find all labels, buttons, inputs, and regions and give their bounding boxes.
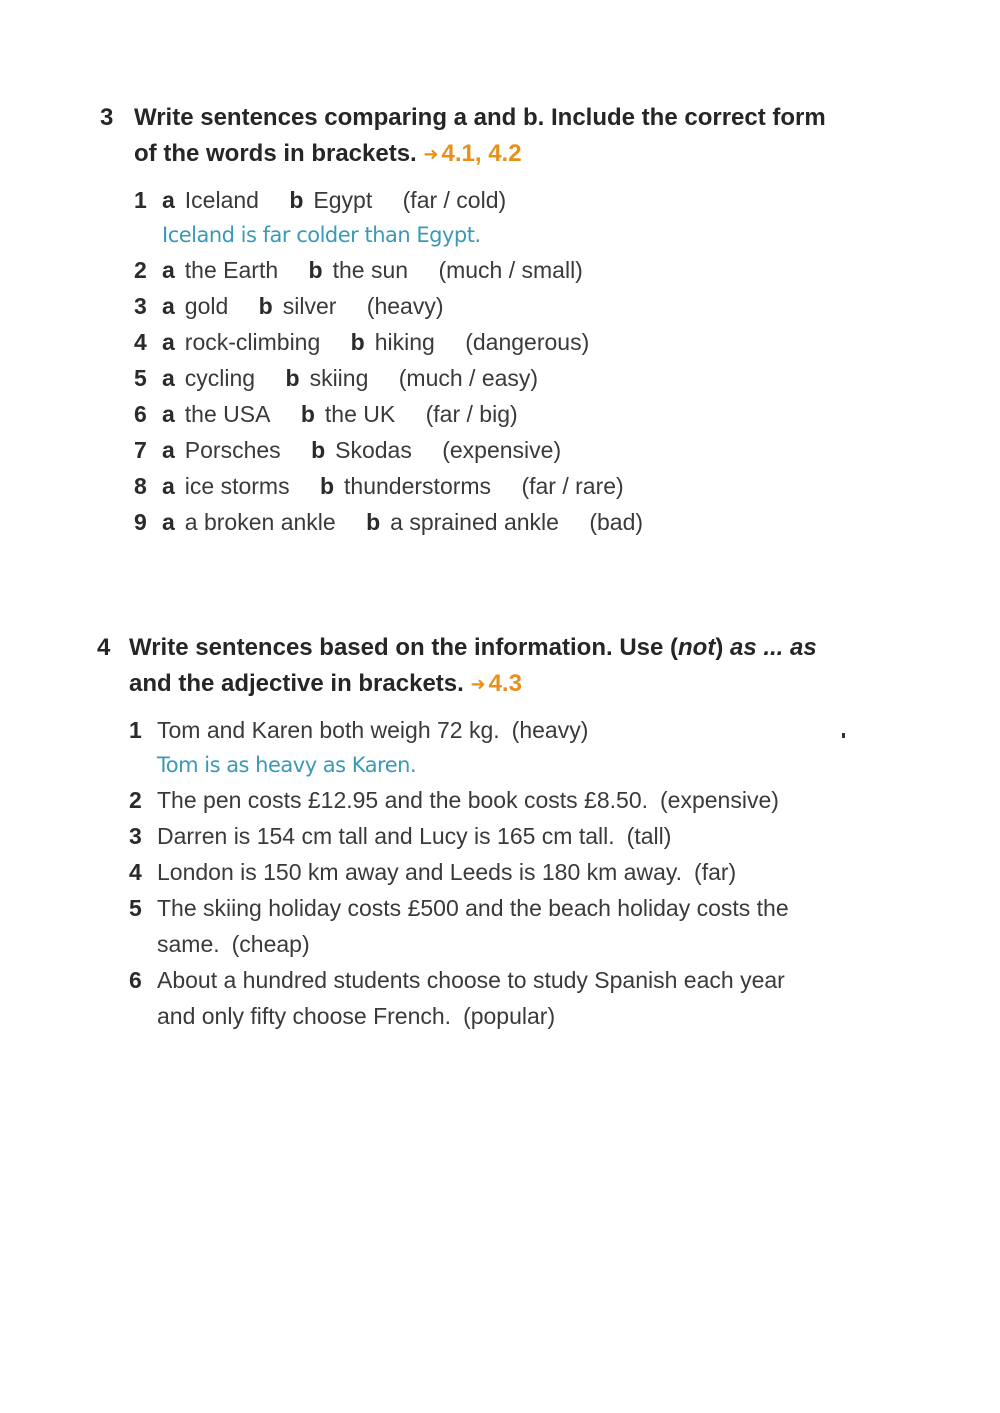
item-hint: (far / cold) [402, 187, 507, 213]
item-text: About a hundred students choose to study Spanish each year and only fifty choose French. [157, 967, 785, 1029]
option-b-text: a sprained ankle [390, 509, 559, 535]
option-a-label: a [162, 401, 175, 427]
option-b-text: Skodas [335, 437, 412, 463]
item-text: The pen costs £12.95 and the book costs £8.50. [157, 787, 649, 813]
option-a-label: a [162, 365, 175, 391]
list-item [134, 468, 1000, 504]
instruction-part: ) [715, 634, 730, 661]
item-hint: (expensive) [442, 437, 562, 463]
list-item [129, 712, 817, 748]
double-arrow-icon: ➜ [470, 674, 483, 694]
item-hint: (far / rare) [521, 473, 624, 499]
item-hint: (far) [694, 859, 737, 885]
exercise-instruction: Write sentences comparing a and b. Include the correct form of the words in brackets. [134, 104, 826, 167]
item-number: 1 [129, 717, 142, 743]
item-number: 7 [134, 437, 147, 463]
item-hint: (much / easy) [398, 365, 539, 391]
item-hint: (far / big) [425, 401, 518, 427]
option-b-label: b [366, 509, 381, 535]
item-number: 3 [129, 823, 142, 849]
item-text: The skiing holiday costs £500 and the beach holiday costs the same. [157, 895, 789, 957]
exercise-4-items [0, 712, 1000, 1034]
exercise-4-heading [97, 630, 839, 702]
option-a-text: a broken ankle [184, 509, 336, 535]
item-hint: (cheap) [231, 931, 310, 957]
item-hint: (much / small) [438, 257, 583, 283]
list-item [134, 182, 1000, 218]
item-hint: (expensive) [660, 787, 779, 813]
item-number: 4 [129, 859, 142, 885]
item-number: 3 [134, 293, 147, 319]
example-answer: Iceland is far colder than Egypt. [162, 223, 481, 247]
grammar-reference [470, 670, 521, 697]
option-b-label: b [258, 293, 273, 319]
exercise-4 [0, 630, 1000, 1034]
instruction-as-as: as ... as [729, 634, 817, 661]
option-a-label: a [162, 473, 175, 499]
option-a-label: a [162, 187, 175, 213]
item-number: 8 [134, 473, 147, 499]
option-b-label: b [308, 257, 323, 283]
double-arrow-icon: ➜ [423, 144, 436, 164]
grammar-reference [423, 140, 521, 167]
reference-text: 4.3 [488, 670, 522, 697]
reference-text: 4.1, 4.2 [441, 140, 522, 167]
option-b-text: skiing [309, 365, 369, 391]
list-item [134, 432, 1000, 468]
list-item [129, 962, 817, 1034]
item-text: Darren is 154 cm tall and Lucy is 165 cm tall. [157, 823, 615, 849]
option-b-label: b [311, 437, 326, 463]
option-a-text: Iceland [184, 187, 259, 213]
option-b-text: thunderstorms [344, 473, 492, 499]
option-a-label: a [162, 437, 175, 463]
exercise-number: 4 [97, 634, 111, 661]
item-number: 1 [134, 187, 147, 213]
item-hint: (bad) [589, 509, 644, 535]
item-number: 6 [134, 401, 147, 427]
option-b-text: hiking [374, 329, 435, 355]
option-a-text: gold [184, 293, 229, 319]
option-b-text: silver [282, 293, 337, 319]
list-item [129, 890, 817, 962]
option-a-text: rock-climbing [184, 329, 321, 355]
item-hint: (tall) [626, 823, 672, 849]
instruction-part: Write sentences based on the information. Use ( [129, 634, 678, 661]
list-item [134, 252, 1000, 288]
option-a-text: the Earth [184, 257, 279, 283]
list-item [129, 854, 817, 890]
option-a-text: Porsches [184, 437, 281, 463]
list-item [129, 782, 817, 818]
list-item [129, 818, 817, 854]
option-b-label: b [319, 473, 335, 499]
item-text: Tom and Karen both weigh 72 kg. [157, 717, 500, 743]
exercise-number: 3 [100, 104, 114, 131]
item-number: 5 [129, 895, 142, 921]
option-a-text: cycling [184, 365, 256, 391]
list-item [134, 396, 1000, 432]
item-hint: (dangerous) [465, 329, 590, 355]
option-b-label: b [285, 365, 300, 391]
option-b-text: the UK [324, 401, 396, 427]
item-hint: (popular) [463, 1003, 556, 1029]
item-number: 2 [134, 257, 147, 283]
option-a-text: the USA [184, 401, 271, 427]
exercise-3-items [0, 182, 1000, 540]
instruction-not: not [678, 634, 716, 661]
item-text: London is 150 km away and Leeds is 180 km away. [157, 859, 683, 885]
exercise-3 [0, 100, 1000, 540]
option-b-text: Egypt [313, 187, 373, 213]
stray-mark [842, 733, 845, 738]
instruction-part: and the adjective in brackets. [129, 670, 464, 697]
item-number: 9 [134, 509, 147, 535]
item-number: 4 [134, 329, 147, 355]
list-item [134, 324, 1000, 360]
option-a-text: ice storms [184, 473, 290, 499]
option-b-label: b [300, 401, 315, 427]
item-hint: (heavy) [366, 293, 444, 319]
list-item [134, 360, 1000, 396]
option-a-label: a [162, 509, 175, 535]
option-a-label: a [162, 329, 175, 355]
option-b-text: the sun [332, 257, 409, 283]
exercise-3-heading [100, 100, 854, 172]
item-number: 2 [129, 787, 142, 813]
option-a-label: a [162, 257, 175, 283]
option-b-label: b [289, 187, 304, 213]
option-a-label: a [162, 293, 175, 319]
list-item [134, 288, 1000, 324]
item-hint: (heavy) [511, 717, 589, 743]
item-number: 6 [129, 967, 142, 993]
item-number: 5 [134, 365, 147, 391]
example-answer: Tom is as heavy as Karen. [157, 753, 417, 777]
list-item [134, 504, 1000, 540]
option-b-label: b [350, 329, 365, 355]
